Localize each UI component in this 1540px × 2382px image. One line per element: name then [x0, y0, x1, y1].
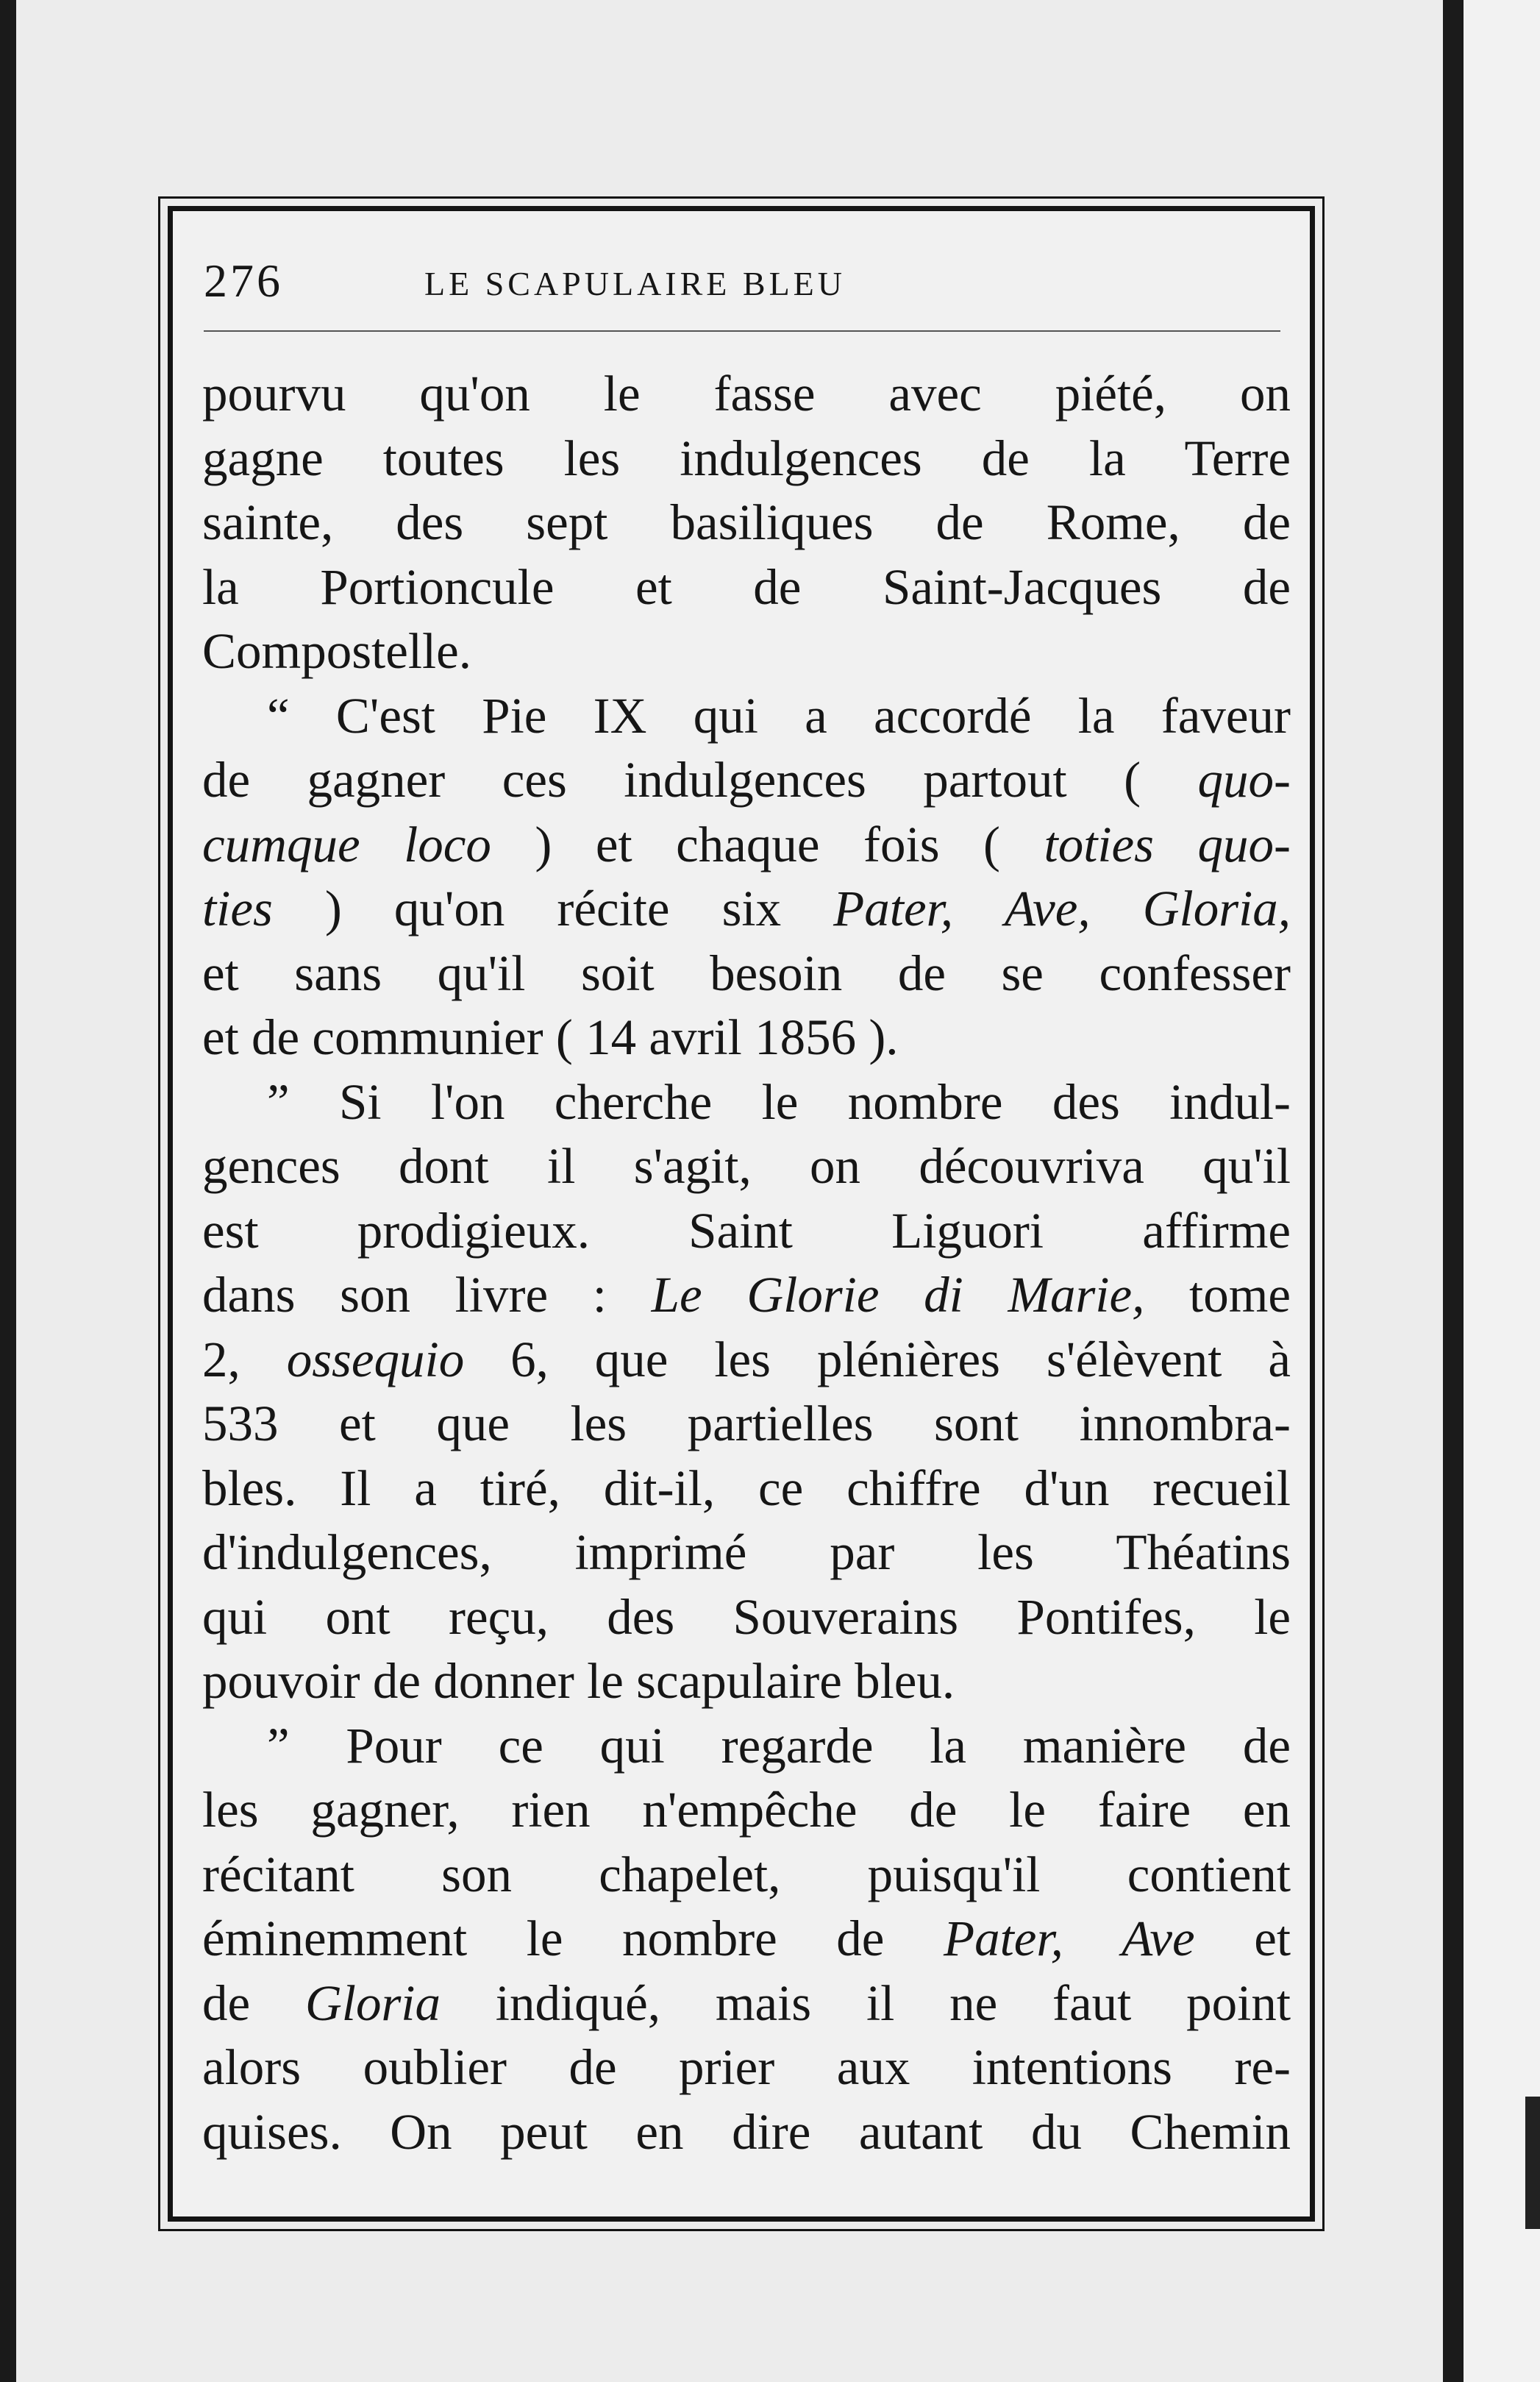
- text-segment: sainte, des sept basiliques de Rome, de: [202, 494, 1291, 550]
- running-head: [204, 254, 1279, 313]
- page-frame: [168, 206, 1315, 2222]
- text-segment: gagne toutes les indulgences de la Terre: [202, 430, 1291, 486]
- text-segment: alors oublier de prier aux intentions re-: [202, 2039, 1291, 2095]
- italic-text: Pater, Ave, Gloria,: [833, 881, 1291, 936]
- scan-gutter-line: [1443, 0, 1464, 2382]
- text-segment: bles. Il a tiré, dit-il, ce chiffre d'un recueil: [202, 1460, 1291, 1516]
- text-line: [202, 362, 1291, 427]
- text-line: [202, 1778, 1291, 1843]
- text-segment: pouvoir de donner le scapulaire bleu.: [202, 1653, 955, 1709]
- text-line: [202, 1907, 1291, 1972]
- text-segment: gences dont il s'agit, on découvriva qu'il: [202, 1138, 1291, 1194]
- text-line: [202, 1199, 1291, 1264]
- text-segment: qui ont reçu, des Souverains Pontifes, le: [202, 1588, 1291, 1645]
- text-segment: récitant son chapelet, puisqu'il contient: [202, 1846, 1291, 1902]
- text-line: [202, 2100, 1291, 2165]
- text-line: [202, 942, 1291, 1006]
- body-text: [202, 362, 1291, 2164]
- text-line: [202, 1392, 1291, 1457]
- text-segment: et: [1194, 1910, 1291, 1966]
- text-segment: d'indulgences, imprimé par les Théatins: [202, 1524, 1291, 1580]
- text-segment: ” Si l'on cherche le nombre des indul-: [267, 1073, 1291, 1130]
- italic-text: quo-: [1197, 752, 1291, 808]
- text-segment: 6, que les plénières s'élèvent à: [464, 1331, 1291, 1387]
- text-line: [202, 1006, 1291, 1070]
- text-line: [202, 2036, 1291, 2100]
- text-line: [202, 877, 1291, 942]
- text-segment: de: [202, 1974, 305, 2031]
- italic-text: toties quo-: [1044, 816, 1291, 872]
- text-segment: quises. On peut en dire autant du Chemin: [202, 2103, 1291, 2160]
- text-segment: ” Pour ce qui regarde la manière de: [267, 1717, 1291, 1774]
- text-line: [202, 1263, 1291, 1328]
- italic-text: cumque loco: [202, 816, 491, 872]
- page-number: 276: [204, 255, 283, 307]
- text-segment: ) et chaque fois (: [491, 816, 1044, 872]
- text-line: [202, 1328, 1291, 1393]
- running-title: LE SCAPULAIRE BLEU: [424, 265, 846, 302]
- text-line: [202, 813, 1291, 878]
- italic-text: Le Glorie di Marie,: [651, 1267, 1145, 1323]
- text-segment: tome: [1144, 1267, 1291, 1323]
- text-line: [202, 748, 1291, 813]
- text-line: [202, 1585, 1291, 1650]
- text-line: [202, 1972, 1291, 2036]
- text-segment: 533 et que les partielles sont innombra-: [202, 1396, 1291, 1451]
- text-segment: pourvu qu'on le fasse avec piété, on: [202, 366, 1291, 422]
- text-line: [202, 427, 1291, 491]
- text-segment: et sans qu'il soit besoin de se confesser: [202, 945, 1291, 1001]
- header-rule: [204, 330, 1280, 332]
- text-line: [202, 491, 1291, 555]
- text-segment: ) qu'on récite six: [272, 881, 834, 936]
- scan-next-page-strip: [1464, 0, 1540, 2382]
- text-line: [202, 1521, 1291, 1585]
- scan-next-page-mark: [1525, 2097, 1540, 2229]
- text-segment: “ C'est Pie IX qui a accordé la faveur: [267, 687, 1291, 744]
- text-segment: Compostelle.: [202, 623, 472, 679]
- scan-left-edge: [0, 0, 16, 2382]
- text-segment: les gagner, rien n'empêche de le faire en: [202, 1782, 1291, 1838]
- text-segment: indiqué, mais il ne faut point: [440, 1974, 1291, 2031]
- text-segment: et de communier ( 14 avril 1856 ).: [202, 1009, 899, 1065]
- italic-text: Gloria: [304, 1974, 441, 2031]
- text-segment: dans son livre :: [202, 1267, 652, 1323]
- text-line: [202, 1714, 1291, 1779]
- text-line: [202, 555, 1291, 620]
- text-line: [202, 1843, 1291, 1908]
- italic-text: ossequio: [286, 1331, 465, 1387]
- text-line: [202, 619, 1291, 684]
- text-line: [202, 1649, 1291, 1714]
- text-line: [202, 684, 1291, 749]
- text-segment: éminemment le nombre de: [202, 1910, 944, 1966]
- text-line: [202, 1070, 1291, 1135]
- text-line: [202, 1457, 1291, 1521]
- italic-text: ties: [202, 881, 273, 936]
- italic-text: Pater, Ave: [943, 1910, 1195, 1966]
- text-segment: 2,: [202, 1331, 287, 1387]
- text-segment: de gagner ces indulgences partout (: [202, 752, 1198, 808]
- text-segment: est prodigieux. Saint Liguori affirme: [202, 1202, 1291, 1259]
- text-segment: la Portioncule et de Saint-Jacques de: [202, 558, 1291, 615]
- text-line: [202, 1134, 1291, 1199]
